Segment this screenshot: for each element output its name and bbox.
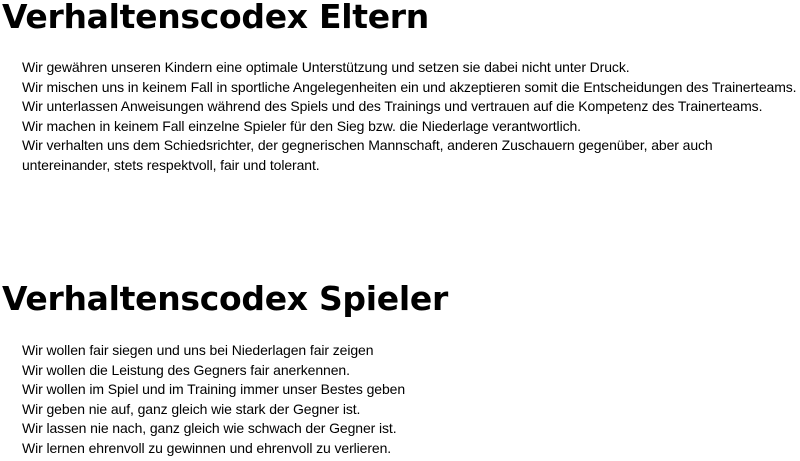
codex-item: Wir mischen uns in keinem Fall in sportliche Angelegenheiten ein und akzeptieren somit die Entscheidungen des Trainerteams. — [22, 78, 797, 95]
codex-item: Wir wollen fair siegen und uns bei Niederlagen fair zeigen — [22, 342, 374, 358]
codex-item: Wir wollen im Spiel und im Training immer unser Bestes geben — [22, 381, 406, 397]
codex-item: Wir lassen nie nach, ganz gleich wie schwach der Gegner ist. — [22, 420, 397, 436]
codex-item: Wir geben nie auf, ganz gleich wie stark der Gegner ist. — [22, 400, 361, 417]
codex-item: Wir wollen die Leistung des Gegners fair anerkennen. — [22, 361, 350, 378]
section-heading-spieler: Verhaltenscodex Spieler — [2, 279, 448, 318]
codex-list-spieler — [22, 341, 800, 458]
codex-item: Wir verhalten uns dem Schiedsrichter, der gegnerischen Mannschaft, anderen Zuschauern gegenüber, aber auch untereinander, stets respektvoll, fair und tolerant. — [22, 137, 713, 173]
codex-item: Wir lernen ehrenvoll zu gewinnen und ehrenvoll zu verlieren. — [22, 439, 392, 456]
codex-item: Wir gewähren unseren Kindern eine optimale Unterstützung und setzen sie dabei nicht unter Druck. — [22, 59, 630, 75]
codex-list-eltern — [22, 58, 800, 175]
codex-item: Wir machen in keinem Fall einzelne Spieler für den Sieg bzw. die Niederlage verantwortlich. — [22, 117, 581, 134]
codex-item: Wir unterlassen Anweisungen während des Spiels und des Trainings und vertrauen auf die Kompetenz des Trainerteams. — [22, 98, 763, 114]
section-heading-eltern: Verhaltenscodex Eltern — [2, 0, 429, 36]
